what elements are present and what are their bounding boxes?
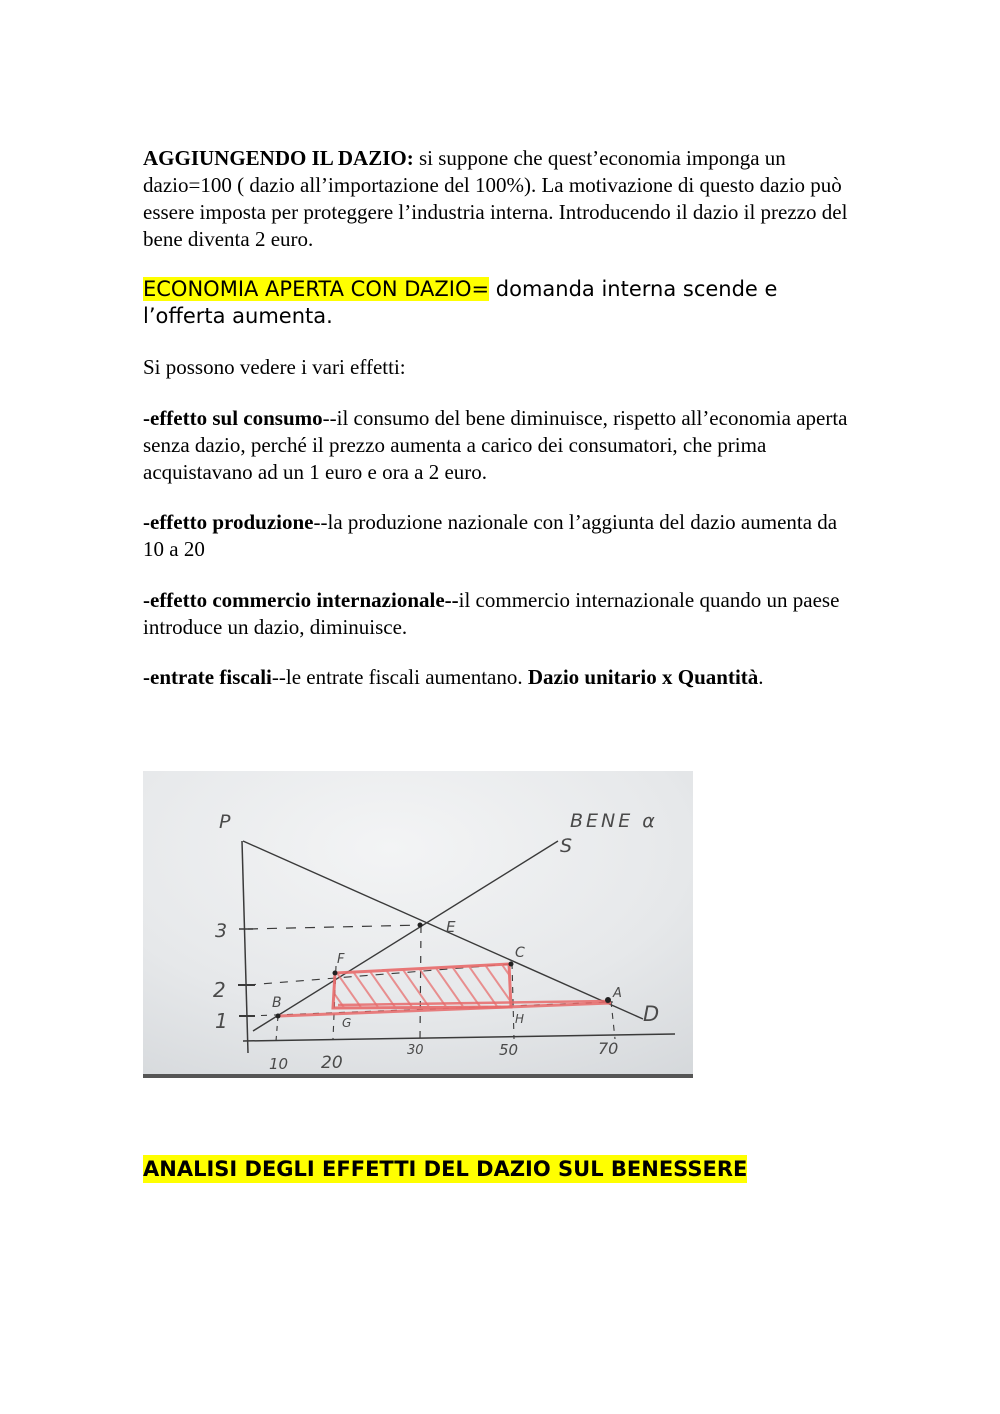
effect-title: -effetto produzione (143, 510, 314, 534)
x-tick-20: 20 (321, 1053, 343, 1073)
open-economy-paragraph (143, 276, 863, 330)
x-tick-30: 30 (407, 1043, 424, 1058)
y-axis-label: P (219, 811, 231, 833)
point-c-label: C (515, 945, 525, 961)
effect-text: il consumo del bene diminuisce, rispetto all’economia aperta senza dazio, perché il prezzo aumenta a carico dei consumatori, che prima acquistavano ad un 1 euro e ora a 2 euro. (143, 406, 848, 484)
effect-text: la produzione nazionale con l’aggiunta del dazio aumenta da 10 a 20 (143, 510, 838, 561)
x-tick-10: 10 (269, 1055, 289, 1073)
y-tick-2: 2 (213, 978, 226, 1002)
point-e-label: E (446, 918, 456, 936)
effect-title: -effetto commercio internazionale-- (143, 588, 459, 612)
open-economy-text: domanda interna scende e l’offerta aumenta. (143, 277, 778, 328)
effect-separator: -- (313, 510, 328, 534)
sketch-title: BENE α (570, 810, 658, 832)
effect-separator: -- (322, 406, 337, 430)
effect-text: il commercio internazionale quando un paese introduce un dazio, diminuisce. (143, 588, 840, 639)
point-a-dot (605, 997, 611, 1003)
point-h-label: H (515, 1012, 525, 1026)
x-tick-50: 50 (499, 1041, 519, 1059)
intro-text: si suppone che quest’economia imponga un dazio=100 ( dazio all’importazione del 100%). La motivazione di questo dazio può essere imposta per proteggere l’industria interna. Introducendo il dazio il prezzo del bene diventa 2 euro. (143, 146, 848, 251)
tariff-sketch-photo (143, 771, 693, 1078)
point-f-dot (333, 971, 338, 976)
point-b-dot (276, 1014, 281, 1019)
open-economy-highlight: ECONOMIA APERTA CON DAZIO= (143, 277, 490, 301)
effects-intro: Si possono vedere i vari effetti: (143, 355, 406, 379)
tariff-sketch (143, 771, 693, 1078)
point-f-label: F (337, 952, 345, 967)
effect-commercio (143, 587, 863, 641)
tariff-revenue-area (333, 964, 511, 1008)
intro-paragraph (143, 145, 863, 253)
section-heading: ANALISI DEGLI EFFETTI DEL DAZIO SUL BENESSERE (143, 1157, 748, 1181)
point-c-dot (509, 962, 514, 967)
effect-separator: -- (271, 665, 286, 689)
effect-formula: Dazio unitario x Quantità (527, 665, 759, 689)
supply-label: S (560, 835, 573, 857)
point-b-label: B (272, 995, 282, 1011)
effect-title: -effetto sul consumo (143, 406, 323, 430)
photo-bottom-edge (143, 1074, 693, 1078)
point-e-dot (418, 923, 423, 928)
effect-title: -entrate fiscali (143, 665, 272, 689)
x-tick-70: 70 (598, 1039, 619, 1058)
effect-text: le entrate fiscali aumentano. (285, 665, 528, 689)
effect-entrate (143, 664, 863, 691)
effect-produzione (143, 509, 863, 563)
effect-consumo (143, 405, 863, 486)
intro-title: AGGIUNGENDO IL DAZIO: (143, 146, 414, 170)
y-tick-3: 3 (215, 920, 228, 942)
point-g-label: G (342, 1016, 352, 1030)
y-tick-1: 1 (215, 1009, 228, 1033)
point-a-label: A (613, 986, 622, 1001)
effect-end: . (758, 665, 764, 689)
demand-label: D (643, 1002, 660, 1026)
